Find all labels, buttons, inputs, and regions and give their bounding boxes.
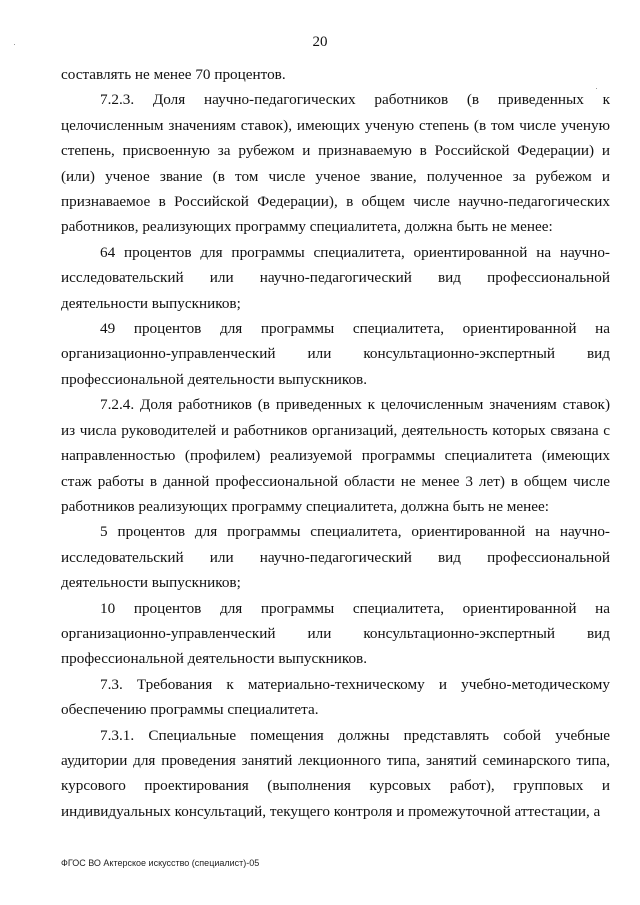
paragraph-49-percent: 49 процентов для программы специалитета, ориентированной на организационно-управленческий или консультационно-экспертный вид профессиональной деятельности выпускников. <box>61 320 610 388</box>
paragraph-7-2-4: 7.2.4. Доля работников (в приведенных к целочисленным значениям ставок) из числа руководителей и работников организаций, деятельность которых связана с направленностью (профилем) реализуемой программы специалитета (имеющих стаж работы в данной профессиональной области не менее 3 лет) в общем числе работников реализующих программу специалитета, должна быть не менее: <box>61 396 610 515</box>
scan-artifact <box>14 44 15 45</box>
paragraph-7-2-3: 7.2.3. Доля научно-педагогических работников (в приведенных к целочисленным значениям ставок), имеющих ученую степень (в том числе ученую степень, присвоенную за рубежом и признаваемую в Российской Федерации) и (или) ученое звание (в том числе ученое звание, полученное за рубежом и признаваемое в Российской Федерации), в общем числе научно-педагогических работников, реализующих программу специалитета, должна быть не менее: <box>61 91 610 236</box>
page-number: 20 <box>312 34 328 50</box>
paragraph-64-percent: 64 процентов для программы специалитета, ориентированной на научно-исследовательский или научно-педагогический вид профессиональной деятельности выпускников; <box>61 243 610 312</box>
paragraph-10-percent: 10 процентов для программы специалитета, ориентированной на организационно-управленческий или консультационно-экспертный вид профессиональной деятельности выпускников. <box>61 599 610 668</box>
paragraph-7-3-1: 7.3.1. Специальные помещения должны представлять собой учебные аудитории для проведения занятий лекционного типа, занятий семинарского типа, курсового проектирования (выполнения курсовых работ), групповых и индивидуальных консультаций, текущего контроля и промежуточной аттестации, а <box>61 726 610 820</box>
footer-document-code: ФГОС ВО Актерское искусство (специалист)-05 <box>61 858 260 868</box>
paragraph-7-3: 7.3. Требования к материально-техническому и учебно-методическому обеспечению программы специалитета. <box>61 675 610 719</box>
scan-artifact <box>596 88 597 89</box>
paragraph-continuation: составлять не менее 70 процентов. <box>61 66 286 83</box>
document-body <box>61 62 610 824</box>
paragraph-5-percent: 5 процентов для программы специалитета, ориентированной на научно-исследовательский или научно-педагогический вид профессиональной деятельности выпускников; <box>61 523 610 592</box>
